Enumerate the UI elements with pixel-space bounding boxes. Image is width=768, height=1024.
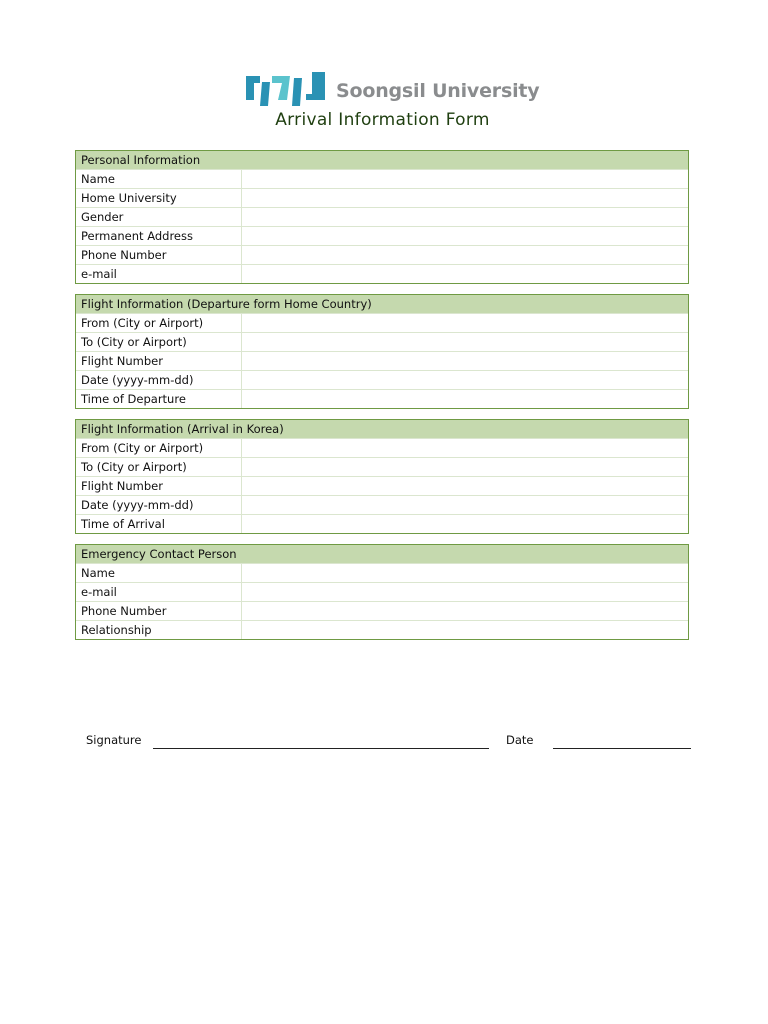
form-row — [76, 389, 688, 408]
field-label: Phone Number — [76, 246, 242, 264]
university-name: Soongsil University — [336, 80, 540, 102]
arrival-flight-number-field[interactable] — [242, 477, 688, 495]
arrival-from-field[interactable] — [242, 439, 688, 457]
emergency-relationship-field[interactable] — [242, 621, 688, 639]
section-header: Flight Information (Arrival in Korea) — [76, 420, 688, 438]
form-header — [0, 68, 768, 138]
form-row — [76, 351, 688, 370]
field-label: e-mail — [76, 583, 242, 601]
page-title: Arrival Information Form — [275, 110, 490, 130]
field-label: From (City or Airport) — [76, 314, 242, 332]
signature-label: Signature — [86, 733, 142, 747]
field-label: Time of Departure — [76, 390, 242, 408]
form-row — [76, 476, 688, 495]
field-label: To (City or Airport) — [76, 333, 242, 351]
form-row — [76, 438, 688, 457]
form-row — [76, 370, 688, 389]
section-emergency-contact — [75, 544, 689, 640]
section-flight-arrival — [75, 419, 689, 534]
form-row — [76, 332, 688, 351]
section-header: Emergency Contact Person — [76, 545, 688, 563]
arrival-date-field[interactable] — [242, 496, 688, 514]
form-row — [76, 514, 688, 533]
field-label: Flight Number — [76, 352, 242, 370]
date-label: Date — [506, 733, 534, 747]
email-field[interactable] — [242, 265, 688, 283]
emergency-email-field[interactable] — [242, 583, 688, 601]
emergency-name-field[interactable] — [242, 564, 688, 582]
form-row — [76, 226, 688, 245]
departure-from-field[interactable] — [242, 314, 688, 332]
form-row — [76, 188, 688, 207]
form-row — [76, 313, 688, 332]
field-label: Gender — [76, 208, 242, 226]
name-field[interactable] — [242, 170, 688, 188]
form-row — [76, 245, 688, 264]
signature-area — [0, 730, 768, 754]
section-personal-information — [75, 150, 689, 284]
field-label: Time of Arrival — [76, 515, 242, 533]
form-row — [76, 582, 688, 601]
form-row — [76, 620, 688, 639]
emergency-phone-field[interactable] — [242, 602, 688, 620]
section-flight-departure — [75, 294, 689, 409]
form-row — [76, 457, 688, 476]
field-label: Date (yyyy-mm-dd) — [76, 496, 242, 514]
section-header: Flight Information (Departure form Home Country) — [76, 295, 688, 313]
arrival-to-field[interactable] — [242, 458, 688, 476]
field-label: Home University — [76, 189, 242, 207]
departure-flight-number-field[interactable] — [242, 352, 688, 370]
home-university-field[interactable] — [242, 189, 688, 207]
field-label: Date (yyyy-mm-dd) — [76, 371, 242, 389]
date-line[interactable] — [553, 748, 691, 749]
field-label: Phone Number — [76, 602, 242, 620]
form-row — [76, 169, 688, 188]
departure-time-field[interactable] — [242, 390, 688, 408]
arrival-time-field[interactable] — [242, 515, 688, 533]
field-label: From (City or Airport) — [76, 439, 242, 457]
phone-number-field[interactable] — [242, 246, 688, 264]
signature-line[interactable] — [153, 748, 489, 749]
field-label: Relationship — [76, 621, 242, 639]
field-label: Flight Number — [76, 477, 242, 495]
form-row — [76, 601, 688, 620]
departure-to-field[interactable] — [242, 333, 688, 351]
university-logo-mark — [244, 72, 330, 108]
field-label: To (City or Airport) — [76, 458, 242, 476]
form-row — [76, 264, 688, 283]
field-label: Name — [76, 170, 242, 188]
form-row — [76, 495, 688, 514]
field-label: Permanent Address — [76, 227, 242, 245]
permanent-address-field[interactable] — [242, 227, 688, 245]
departure-date-field[interactable] — [242, 371, 688, 389]
form-row — [76, 207, 688, 226]
field-label: e-mail — [76, 265, 242, 283]
gender-field[interactable] — [242, 208, 688, 226]
section-header: Personal Information — [76, 151, 688, 169]
field-label: Name — [76, 564, 242, 582]
form-row — [76, 563, 688, 582]
